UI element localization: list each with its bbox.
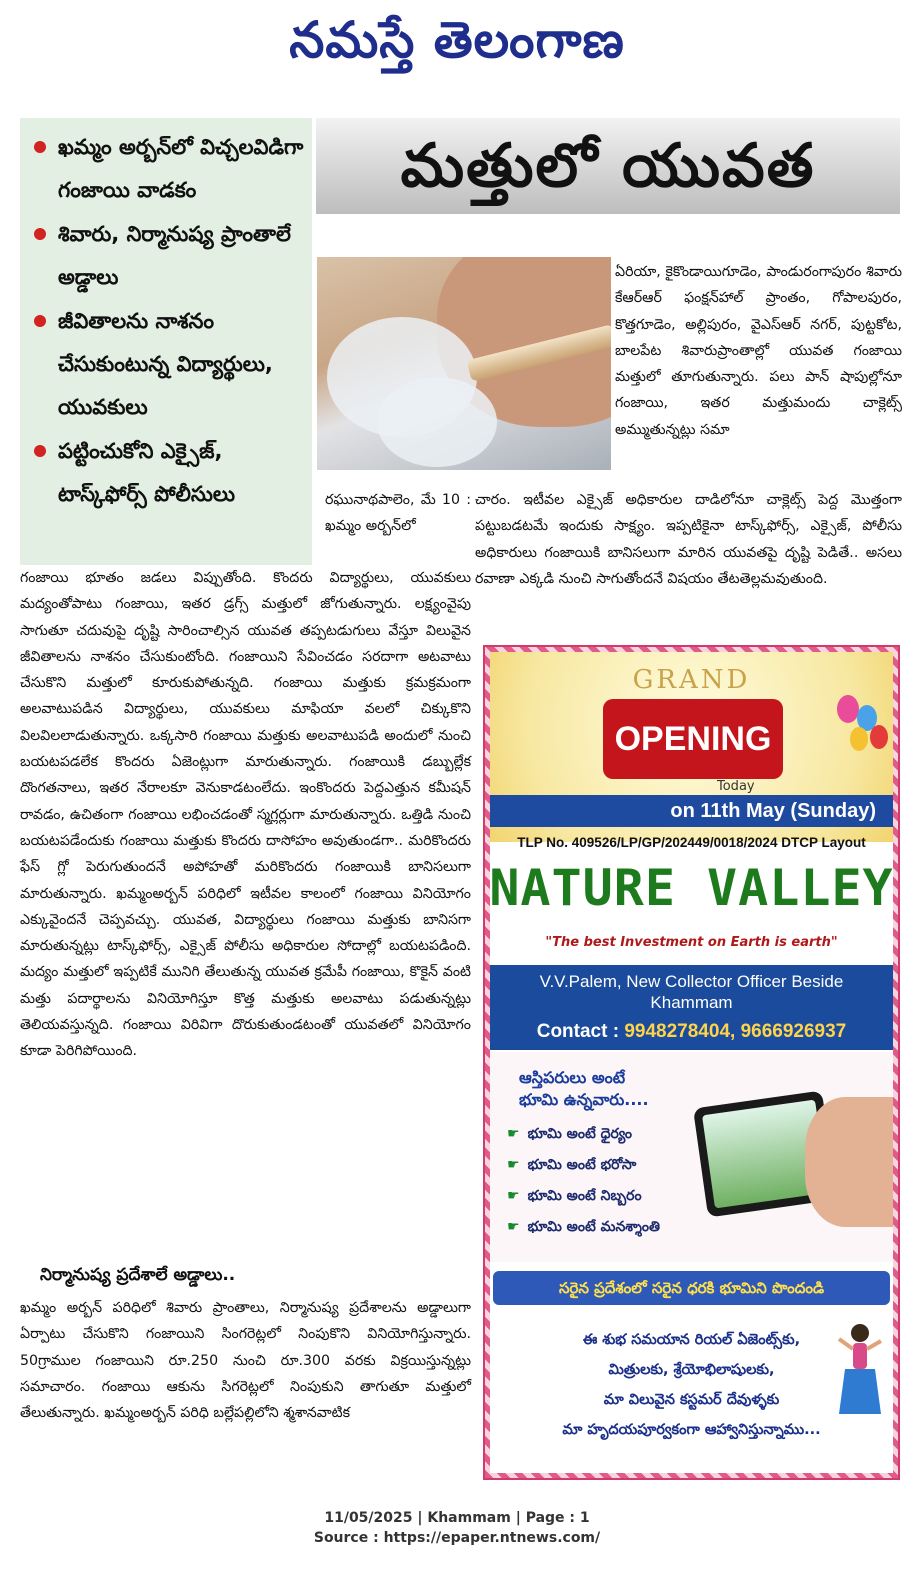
article-dateline: రఘునాథపాలెం, మే 10 : ఖమ్మం అర్బన్‌లో xyxy=(325,492,471,535)
pointing-hand-icon: ☛ xyxy=(507,1126,520,1142)
highlights-box xyxy=(20,118,312,565)
ad-point: ☛ భూమి అంటే భరోసా xyxy=(507,1157,637,1173)
ad-point: ☛ భూమి అంటే మనశ్శాంతి xyxy=(507,1219,660,1235)
ad-contact: Contact : 9948278404, 9666926937 xyxy=(536,1021,847,1042)
ad-grand-text: GRAND xyxy=(632,665,751,695)
ad-tlp-number: TLP No. 409526/LP/GP/202449/0018/2024 DTCP Layout xyxy=(517,835,866,850)
article-column-right: ఏరియా, కైకొండాయిగూడెం, పాండురంగాపురం శివారు కేఆర్‌ఆర్ ఫంక్షన్‌హాల్ ప్రాంతం, గోపాలపురం, కొత్తగూడెం, అల్లిపురం, వైఎస్‌ఆర్ నగర్, పుట్టకోట, బాలపేట శివారుప్రాంతాల్లో యువత గంజాయి మత్తులో తూగుతున్నారు. పలు పాన్ షాపుల్లోనూ గంజాయి, ఇతర మత్తుమందు చాక్లెట్స్ అమ్ముతున్నట్లు సమా xyxy=(615,264,902,438)
pointing-hand-icon: ☛ xyxy=(507,1157,520,1173)
highlight-item: పట్టించుకోని ఎక్సైజ్, టాస్క్‌ఫోర్స్ పోలీసులు xyxy=(34,430,306,516)
ad-point: ☛ భూమి అంటే ధైర్యం xyxy=(507,1126,633,1142)
ad-decorative-border xyxy=(485,647,898,1478)
ad-ribbon: సరైన ప్రదేశంలో సరైన ధరకి భూమిని పొందండి xyxy=(493,1271,890,1305)
ad-point: ☛ భూమి అంటే నిబ్బరం xyxy=(507,1188,642,1204)
article-column-left: గంజాయి భూతం జడలు విప్పుతోంది. కొందరు విద్యార్థులు, యువకులు మద్యంతోపాటు గంజాయి, ఇతర డ్రగ్స్ మత్తులో జోగుతున్నారు. లక్ష్యంవైపు సాగుతూ చదువుపై దృష్టి సారించాల్సిన యువత తప్పటడుగులు వేస్తూ విలువైన జీవితాలను నాశనం చేసుకుంటోంది. గంజాయిని సేవించడం సరదాగా అటవాటు చేసుకొని మత్తులో కూరుకుపోతున్నది. గంజాయి మత్తుకు క్రమక్రమంగా అలవాటుపడిన విద్యార్థులు, యువకులు మాఫియా వలలో చిక్కుకొని విలవిలలాడుతున్నారు. ఒక్కసారి గంజాయి మత్తుకు అలవాటుపడి అందులో నుంచి బయటపడలేక కొందరు ఏజెంట్లుగా మారుతున్నారు. గంజాయికి డబ్బుల్లేక దొంగతనాలు, ఇతర నేరాలకూ వెనుకాడటంలేదు. ఇంకొందరు పెద్దఎత్తున కమీషన్ రావడం, ఉచితంగా గంజాయి లభించడంతో స్మగ్లర్లుగా మారుతున్నారు. ఒత్తిడి నుంచి బయటపడేందుకు గంజాయి మత్తుకు కొందరు దాసోహం అవుతుండగా.. మరికొందరు ఫేస్ గ్లో పెరుగుతుందనే అపోహతో మరికొందరు గంజాయికి బానిసలుగా మారుతున్నారు. ఖమ్మంఅర్బన్ పరిధిలో ఇటీవల కాలంలో గంజాయి వినియోగం ఎక్కువైందనే చెప్పవచ్చు. యువత, విద్యార్థులు గంజాయి మత్తుకు బానిసగా మారుతున్నట్లు టాస్క్‌ఫోర్స్, ఎక్సైజ్ పోలీసు అధికారుల సోదాల్లో బయటపడింది. మద్యం మత్తులో ఇప్పటికే మునిగి తేలుతున్న యువత క్రమేపీ గంజాయి, కొకైన్ వంటి మత్తు పదార్థాలను వినియోగిస్తూ కొత్త మత్తుకు అలవాటు పడుతున్నట్లు తెలియవస్తున్నది. గంజాయి విరివిగా దొరుకుతుండటంతో యువతలో వినియోగం కూడా పెరిగిపోయింది. xyxy=(20,570,471,1060)
pointing-hand-icon: ☛ xyxy=(507,1188,520,1204)
article-headline: మత్తులో యువత xyxy=(316,118,900,214)
bullet-icon xyxy=(34,445,46,457)
highlight-item: జీవితాలను నాశనం చేసుకుంటున్న విద్యార్థులు, యువకులు xyxy=(34,300,306,429)
ad-invitation: ఈ శుభ సమయాన రియల్ ఏజెంట్స్‌కు, మిత్రులకు, శ్రేయోభిలాషులకు, మా విలువైన కస్టమర్ దేవుళ్ళకు మా హృదయపూర్వకంగా ఆహ్వానిస్తున్నాము... xyxy=(562,1332,821,1438)
newspaper-masthead: నమస్తే తెలంగాణ xyxy=(289,10,625,69)
bullet-icon xyxy=(34,228,46,240)
ad-date: on 11th May (Sunday) xyxy=(485,795,898,827)
article-column-left-2: ఖమ్మం అర్బన్ పరిధిలో శివారు ప్రాంతాలు, నిర్మానుష్య ప్రదేశాలను అడ్డాలుగా ఏర్పాటు చేసుకొని గంజాయిని సింగరెట్లలో నింపుకొని వినియోగిస్తున్నారు. 50గ్రాముల గంజాయిని రూ.250 నుంచి రూ.300 వరకు విక్రయిస్తున్నట్లు సమాచారం. గంజాయి ఆకును సిగరెట్లలో నింపుకుని తాగుతూ మత్తులో తేలుతున్నారు. ఖమ్మంఅర్బన్ పరిధి బల్లేపల్లిలోని శ్మశానవాటిక xyxy=(20,1300,471,1422)
bullet-icon xyxy=(34,141,46,153)
highlight-item: ఖమ్మం అర్బన్‌లో విచ్చలవిడిగా గంజాయి వాడకం xyxy=(34,126,306,212)
ad-heading: ఆస్తిపరులు అంటే భూమి ఉన్నవారు.... xyxy=(519,1068,649,1109)
bullet-icon xyxy=(34,315,46,327)
article-photo xyxy=(317,257,611,470)
footer-source: Source : https://epaper.ntnews.com/ xyxy=(313,1530,601,1546)
ad-today: Today xyxy=(717,779,755,794)
ad-opening-text: OPENING xyxy=(603,699,783,779)
highlight-item: శివారు, నిర్మానుష్య ప్రాంతాలే అడ్డాలు xyxy=(34,213,306,299)
page-footer xyxy=(0,1508,914,1548)
photo-smoke xyxy=(377,377,497,467)
footer-date-edition: 11/05/2025 | Khammam | Page : 1 xyxy=(324,1510,590,1526)
ad-location: V.V.Palem, New Collector Officer Beside Khammam xyxy=(485,965,898,1050)
ad-tagline: "The best Investment on Earth is earth" xyxy=(545,935,838,950)
article-subheading: నిర్మానుష్య ప్రదేశాలే అడ్డాలు.. xyxy=(40,1265,236,1285)
ad-brand-name: NATURE VALLEY xyxy=(489,859,894,917)
article-column-bottom: చారం. ఇటీవల ఎక్సైజ్ అధికారుల దాడిలోనూ చాక్లెట్స్ పెద్ద మొత్తంగా పట్టుబడటమే ఇందుకు సాక్ష్యం. ఇప్పటికైనా టాస్క్‌ఫోర్స్, ఎక్సైజ్, పోలీసు అధికారులు గంజాయికి బానిసలుగా మారిన యువతపై దృష్టి పెడితే.. అసలు రవాణా ఎక్కడి నుంచి సాగుతోందనే విషయం తేటతెల్లమవుతుంది. xyxy=(475,492,902,587)
pointing-hand-icon: ☛ xyxy=(507,1219,520,1235)
advertisement xyxy=(483,645,900,1480)
